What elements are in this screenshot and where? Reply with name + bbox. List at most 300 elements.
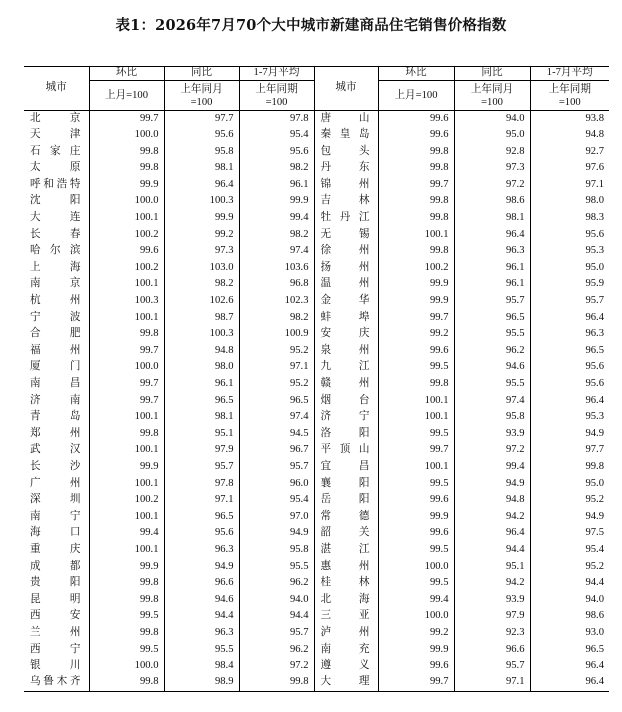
yoy-value-right: 93.9 (454, 592, 530, 609)
avg-value-left: 96.5 (239, 393, 314, 410)
table-row (24, 393, 609, 410)
yoy-value-right: 96.4 (454, 227, 530, 244)
city-name-left: 天津 (24, 127, 89, 144)
avg-base-left: 上年同期 =100 (239, 81, 314, 111)
mom-value-left: 100.1 (89, 409, 164, 426)
mom-value-left: 99.8 (89, 426, 164, 443)
yoy-value-right: 97.2 (454, 442, 530, 459)
yoy-value-right: 98.6 (454, 193, 530, 210)
yoy-value-left: 94.4 (164, 608, 239, 625)
yoy-value-left: 97.1 (164, 492, 239, 509)
mom-value-right: 99.8 (378, 193, 454, 210)
city-name-right: 烟台 (314, 393, 378, 410)
city-name-left: 上海 (24, 260, 89, 277)
mom-base-right: 上月=100 (378, 81, 454, 111)
city-name-right: 襄阳 (314, 476, 378, 493)
yoy-value-right: 97.9 (454, 608, 530, 625)
city-name-right: 惠州 (314, 559, 378, 576)
yoy-value-left: 96.6 (164, 575, 239, 592)
table-row (24, 359, 609, 376)
city-name-right: 秦皇岛 (314, 127, 378, 144)
mom-value-left: 100.0 (89, 359, 164, 376)
city-name-right: 丹东 (314, 160, 378, 177)
yoy-value-left: 95.5 (164, 642, 239, 659)
yoy-value-right: 94.0 (454, 111, 530, 128)
table-row (24, 525, 609, 542)
yoy-value-left: 100.3 (164, 193, 239, 210)
city-name-right: 泸州 (314, 625, 378, 642)
yoy-value-left: 98.0 (164, 359, 239, 376)
avg-value-left: 97.4 (239, 409, 314, 426)
mom-value-left: 100.1 (89, 276, 164, 293)
mom-value-left: 99.6 (89, 243, 164, 260)
yoy-value-left: 95.1 (164, 426, 239, 443)
city-name-left: 成都 (24, 559, 89, 576)
avg-value-left: 98.2 (239, 160, 314, 177)
yoy-value-left: 94.9 (164, 559, 239, 576)
yoy-value-right: 95.5 (454, 326, 530, 343)
table-row (24, 227, 609, 244)
avg-value-left: 96.7 (239, 442, 314, 459)
mom-value-left: 99.7 (89, 343, 164, 360)
avg-value-right: 94.0 (585, 593, 604, 605)
yoy-header-right: 同比 (454, 67, 530, 81)
yoy-value-right: 94.8 (454, 492, 530, 509)
avg-value-left: 95.2 (239, 376, 314, 393)
table-row (24, 376, 609, 393)
city-name-right: 泉州 (314, 343, 378, 360)
avg-value-right: 97.6 (585, 162, 604, 174)
city-name-right: 九江 (314, 359, 378, 376)
mom-base-left: 上月=100 (89, 81, 164, 111)
avg-value-left: 102.3 (239, 293, 314, 310)
avg-value-left: 94.9 (239, 525, 314, 542)
avg-value-right: 95.2 (585, 560, 604, 572)
table-row (24, 409, 609, 426)
mom-value-left: 99.9 (89, 559, 164, 576)
yoy-value-left: 95.6 (164, 127, 239, 144)
avg-value-left: 99.9 (239, 193, 314, 210)
mom-value-left: 99.9 (89, 177, 164, 194)
city-name-right: 洛阳 (314, 426, 378, 443)
mom-value-left: 99.7 (89, 111, 164, 128)
table-row (24, 260, 609, 277)
avg-value-left: 95.4 (239, 492, 314, 509)
yoy-value-right: 94.9 (454, 476, 530, 493)
yoy-value-right: 96.4 (454, 525, 530, 542)
yoy-value-left: 96.5 (164, 393, 239, 410)
yoy-value-right: 99.4 (454, 459, 530, 476)
yoy-value-right: 96.3 (454, 243, 530, 260)
yoy-value-left: 99.9 (164, 210, 239, 227)
city-name-left: 北京 (24, 111, 89, 128)
table-row (24, 592, 609, 609)
mom-value-left: 100.1 (89, 542, 164, 559)
yoy-value-right: 97.1 (454, 675, 530, 692)
city-name-right: 牡丹江 (314, 210, 378, 227)
table-body (24, 111, 609, 692)
city-name-left: 杭州 (24, 293, 89, 310)
yoy-value-right: 94.4 (454, 542, 530, 559)
yoy-value-right: 92.3 (454, 625, 530, 642)
yoy-value-right: 95.1 (454, 559, 530, 576)
table-row (24, 625, 609, 642)
mom-value-left: 99.8 (89, 675, 164, 692)
mom-value-left: 99.8 (89, 160, 164, 177)
yoy-value-right: 97.2 (454, 177, 530, 194)
avg-value-right: 97.1 (585, 178, 604, 190)
city-name-right: 三亚 (314, 608, 378, 625)
city-name-left: 沈阳 (24, 193, 89, 210)
mom-value-right: 99.5 (378, 359, 454, 376)
avg-value-left: 95.7 (239, 625, 314, 642)
table-row (24, 243, 609, 260)
mom-value-right: 99.6 (378, 343, 454, 360)
table-row (24, 459, 609, 476)
yoy-value-right: 95.5 (454, 376, 530, 393)
city-name-left: 长春 (24, 227, 89, 244)
city-name-left: 郑州 (24, 426, 89, 443)
table-title: 表1：2026年7月70个大中城市新建商品住宅销售价格指数 (115, 17, 507, 34)
yoy-value-right: 94.2 (454, 509, 530, 526)
avg-value-right: 95.6 (585, 228, 604, 240)
avg-value-left: 94.0 (239, 592, 314, 609)
city-name-right: 宜昌 (314, 459, 378, 476)
mom-value-right: 99.5 (378, 542, 454, 559)
yoy-value-right: 94.2 (454, 575, 530, 592)
table-row (24, 127, 609, 144)
avg-value-right: 93.0 (585, 626, 604, 638)
mom-value-left: 100.2 (89, 260, 164, 277)
city-name-left: 南京 (24, 276, 89, 293)
avg-value-right: 98.3 (585, 212, 604, 224)
city-name-left: 哈尔滨 (24, 243, 89, 260)
yoy-value-left: 97.9 (164, 442, 239, 459)
yoy-value-left: 98.7 (164, 310, 239, 327)
avg-value-right: 95.4 (585, 543, 604, 555)
yoy-value-left: 94.6 (164, 592, 239, 609)
mom-value-right: 99.7 (378, 675, 454, 692)
mom-value-left: 99.8 (89, 144, 164, 161)
avg-value-right: 96.4 (585, 311, 604, 323)
city-name-left: 海口 (24, 525, 89, 542)
avg-value-right: 95.3 (585, 411, 604, 423)
mom-value-right: 99.5 (378, 426, 454, 443)
avg-value-right: 95.9 (585, 278, 604, 290)
mom-value-right: 99.6 (378, 127, 454, 144)
city-name-right: 徐州 (314, 243, 378, 260)
city-name-right: 济宁 (314, 409, 378, 426)
avg-value-right: 95.0 (585, 261, 604, 273)
mom-value-right: 99.8 (378, 210, 454, 227)
yoy-value-right: 93.9 (454, 426, 530, 443)
mom-value-right: 99.8 (378, 376, 454, 393)
city-name-right: 无锡 (314, 227, 378, 244)
table-row (24, 193, 609, 210)
city-name-right: 北海 (314, 592, 378, 609)
city-name-left: 大连 (24, 210, 89, 227)
table-row (24, 426, 609, 443)
avg-value-left: 97.8 (239, 111, 314, 128)
yoy-base-right: 上年同月 =100 (454, 81, 530, 111)
city-name-right: 大理 (314, 675, 378, 692)
yoy-value-left: 96.3 (164, 625, 239, 642)
city-name-right: 遵义 (314, 658, 378, 675)
city-name-left: 呼和浩特 (24, 177, 89, 194)
mom-value-left: 100.1 (89, 210, 164, 227)
mom-value-left: 99.8 (89, 575, 164, 592)
yoy-value-right: 96.1 (454, 260, 530, 277)
mom-value-left: 99.5 (89, 608, 164, 625)
city-name-left: 贵阳 (24, 575, 89, 592)
mom-value-left: 100.1 (89, 509, 164, 526)
table-row (24, 144, 609, 161)
avg-value-right: 92.7 (585, 145, 604, 157)
avg-value-left: 97.1 (239, 359, 314, 376)
mom-value-left: 100.1 (89, 442, 164, 459)
mom-value-right: 100.0 (378, 608, 454, 625)
mom-value-right: 99.8 (378, 144, 454, 161)
avg-value-left: 95.2 (239, 343, 314, 360)
city-name-right: 平顶山 (314, 442, 378, 459)
avg-value-right: 94.9 (585, 427, 604, 439)
mom-header-right: 环比 (378, 67, 454, 81)
avg-value-left: 100.9 (239, 326, 314, 343)
mom-value-right: 99.6 (378, 492, 454, 509)
yoy-value-right: 95.0 (454, 127, 530, 144)
mom-value-left: 100.3 (89, 293, 164, 310)
city-name-left: 广州 (24, 476, 89, 493)
avg-value-left: 95.6 (239, 144, 314, 161)
mom-value-right: 99.9 (378, 293, 454, 310)
avg-value-right: 96.4 (585, 660, 604, 672)
yoy-value-left: 97.3 (164, 243, 239, 260)
avg-value-right: 94.9 (585, 510, 604, 522)
city-name-right: 吉林 (314, 193, 378, 210)
city-name-left: 乌鲁木齐 (24, 675, 89, 692)
avg-value-left: 103.6 (239, 260, 314, 277)
table-row (24, 642, 609, 659)
table-row (24, 608, 609, 625)
mom-value-left: 99.8 (89, 326, 164, 343)
mom-value-right: 99.8 (378, 243, 454, 260)
yoy-value-right: 96.6 (454, 642, 530, 659)
city-name-left: 宁波 (24, 310, 89, 327)
yoy-value-left: 95.6 (164, 525, 239, 542)
mom-value-left: 100.2 (89, 492, 164, 509)
avg-value-right: 99.8 (585, 460, 604, 472)
yoy-value-left: 103.0 (164, 260, 239, 277)
table-header (24, 67, 609, 111)
yoy-value-left: 98.1 (164, 409, 239, 426)
yoy-value-right: 95.7 (454, 293, 530, 310)
table-row (24, 476, 609, 493)
city-name-left: 太原 (24, 160, 89, 177)
mom-value-right: 99.9 (378, 509, 454, 526)
yoy-value-right: 95.8 (454, 409, 530, 426)
mom-value-right: 100.0 (378, 559, 454, 576)
avg-value-left: 96.8 (239, 276, 314, 293)
mom-value-left: 100.1 (89, 310, 164, 327)
avg-value-right: 95.6 (585, 361, 604, 373)
table-row (24, 542, 609, 559)
table-row (24, 310, 609, 327)
avg-value-right: 97.7 (585, 444, 604, 456)
city-name-left: 厦门 (24, 359, 89, 376)
city-name-left: 西安 (24, 608, 89, 625)
city-name-left: 银川 (24, 658, 89, 675)
avg-value-left: 94.4 (239, 608, 314, 625)
avg-value-left: 95.5 (239, 559, 314, 576)
mom-value-right: 99.6 (378, 525, 454, 542)
city-header-left: 城市 (24, 67, 89, 111)
mom-value-right: 100.1 (378, 459, 454, 476)
city-name-left: 南宁 (24, 509, 89, 526)
mom-value-right: 100.1 (378, 393, 454, 410)
avg-value-left: 98.2 (239, 227, 314, 244)
avg-value-right: 96.4 (530, 675, 609, 692)
avg-value-left: 96.0 (239, 476, 314, 493)
avg-value-left: 97.4 (239, 243, 314, 260)
mom-value-right: 99.7 (378, 177, 454, 194)
city-name-left: 长沙 (24, 459, 89, 476)
yoy-value-left: 98.9 (164, 675, 239, 692)
mom-value-left: 99.4 (89, 525, 164, 542)
city-name-left: 福州 (24, 343, 89, 360)
mom-value-right: 99.2 (378, 625, 454, 642)
yoy-value-left: 98.1 (164, 160, 239, 177)
mom-value-right: 99.8 (378, 160, 454, 177)
mom-value-left: 100.0 (89, 193, 164, 210)
avg-value-left: 97.2 (239, 658, 314, 675)
table-row (24, 509, 609, 526)
yoy-value-right: 96.5 (454, 310, 530, 327)
yoy-value-left: 96.4 (164, 177, 239, 194)
yoy-value-left: 95.7 (164, 459, 239, 476)
yoy-value-right: 97.4 (454, 393, 530, 410)
yoy-value-right: 98.1 (454, 210, 530, 227)
yoy-value-right: 95.7 (454, 658, 530, 675)
city-name-right: 蚌埠 (314, 310, 378, 327)
yoy-value-right: 97.3 (454, 160, 530, 177)
city-name-right: 赣州 (314, 376, 378, 393)
avg-value-right: 97.5 (585, 527, 604, 539)
avg-value-left: 94.5 (239, 426, 314, 443)
yoy-base-left: 上年同月 =100 (164, 81, 239, 111)
table-row (24, 559, 609, 576)
avg-value-right: 94.4 (585, 577, 604, 589)
avg-value-left: 95.8 (239, 542, 314, 559)
mom-value-right: 99.9 (378, 642, 454, 659)
mom-value-left: 99.7 (89, 376, 164, 393)
table-row (24, 210, 609, 227)
city-name-right: 安庆 (314, 326, 378, 343)
yoy-value-left: 98.4 (164, 658, 239, 675)
mom-value-right: 99.9 (378, 276, 454, 293)
price-index-table (24, 66, 609, 692)
city-name-right: 锦州 (314, 177, 378, 194)
city-name-left: 昆明 (24, 592, 89, 609)
mom-value-left: 100.2 (89, 227, 164, 244)
yoy-header-left: 同比 (164, 67, 239, 81)
table-row (24, 177, 609, 194)
yoy-value-left: 99.2 (164, 227, 239, 244)
avg-header-right: 1-7月平均 (530, 67, 609, 81)
table-row (24, 293, 609, 310)
mom-value-right: 100.1 (378, 227, 454, 244)
yoy-value-left: 97.7 (164, 111, 239, 128)
city-name-right: 岳阳 (314, 492, 378, 509)
yoy-value-left: 96.3 (164, 542, 239, 559)
mom-header-left: 环比 (89, 67, 164, 81)
avg-value-right: 96.3 (585, 328, 604, 340)
mom-value-right: 99.4 (378, 592, 454, 609)
mom-value-left: 100.0 (89, 127, 164, 144)
city-name-left: 合肥 (24, 326, 89, 343)
avg-value-right: 98.0 (585, 195, 604, 207)
mom-value-left: 99.5 (89, 642, 164, 659)
city-header-right: 城市 (314, 67, 378, 111)
avg-value-right: 95.2 (585, 494, 604, 506)
avg-value-left: 96.1 (239, 177, 314, 194)
city-name-left: 深圳 (24, 492, 89, 509)
table-row (24, 442, 609, 459)
city-name-right: 韶关 (314, 525, 378, 542)
avg-value-left: 97.0 (239, 509, 314, 526)
mom-value-right: 99.6 (378, 111, 454, 128)
mom-value-right: 99.7 (378, 442, 454, 459)
avg-value-right: 95.0 (585, 477, 604, 489)
yoy-value-left: 102.6 (164, 293, 239, 310)
avg-value-right: 95.6 (585, 378, 604, 389)
table-row (24, 276, 609, 293)
avg-value-left: 99.8 (239, 675, 314, 692)
yoy-value-left: 96.1 (164, 376, 239, 393)
yoy-value-right: 94.6 (454, 359, 530, 376)
city-name-right: 湛江 (314, 542, 378, 559)
mom-value-left: 99.8 (89, 625, 164, 642)
mom-value-right: 100.2 (378, 260, 454, 277)
avg-value-right: 94.8 (585, 129, 604, 141)
mom-value-right: 100.1 (378, 409, 454, 426)
yoy-value-left: 94.8 (164, 343, 239, 360)
mom-value-left: 100.1 (89, 476, 164, 493)
city-name-right: 扬州 (314, 260, 378, 277)
avg-value-right: 96.4 (585, 394, 604, 406)
mom-value-right: 99.6 (378, 658, 454, 675)
city-name-left: 武汉 (24, 442, 89, 459)
mom-value-left: 99.9 (89, 459, 164, 476)
yoy-value-left: 100.3 (164, 326, 239, 343)
avg-value-left: 96.2 (239, 642, 314, 659)
yoy-value-right: 96.1 (454, 276, 530, 293)
mom-value-right: 99.5 (378, 476, 454, 493)
city-name-left: 西宁 (24, 642, 89, 659)
city-name-left: 石家庄 (24, 144, 89, 161)
mom-value-right: 99.7 (378, 310, 454, 327)
city-name-right: 包头 (314, 144, 378, 161)
avg-value-left: 99.4 (239, 210, 314, 227)
avg-value-right: 96.5 (585, 344, 604, 356)
table-row (24, 492, 609, 509)
table-row (24, 343, 609, 360)
avg-value-right: 95.3 (585, 245, 604, 257)
table-row (24, 111, 609, 128)
table-row (24, 160, 609, 177)
table-row (24, 658, 609, 675)
city-name-right: 温州 (314, 276, 378, 293)
yoy-value-right: 92.8 (454, 144, 530, 161)
